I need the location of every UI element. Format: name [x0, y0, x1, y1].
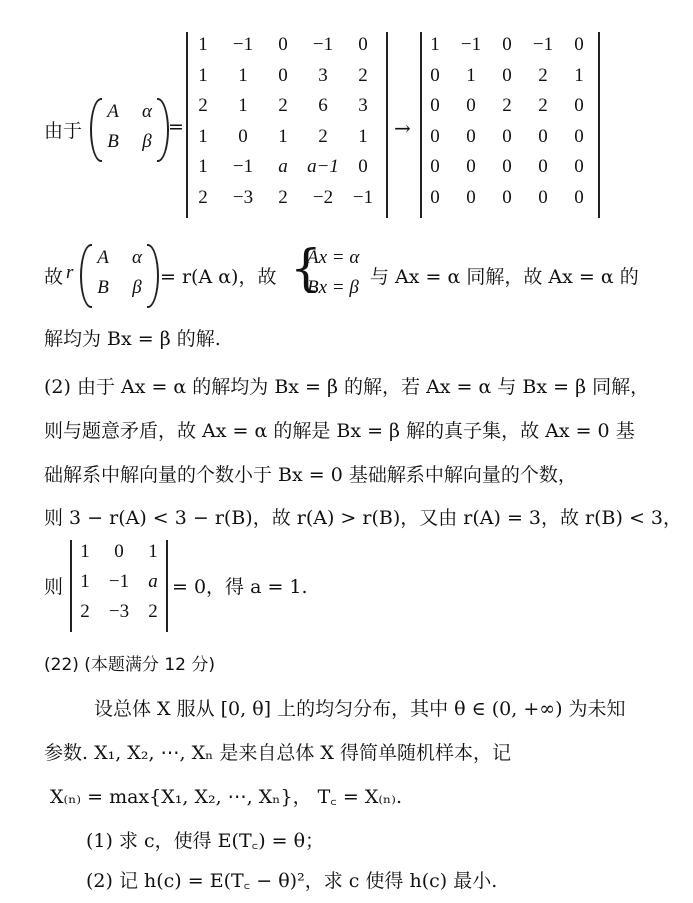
- mR-cell: 0: [502, 34, 512, 55]
- mR-cell: 0: [574, 34, 584, 55]
- line1-prefix: 由于: [44, 120, 83, 142]
- det-cell: 2: [80, 601, 90, 622]
- mR-cell: 0: [430, 156, 440, 177]
- q22-body-line: X₍ₙ₎ = max{X₁, X₂, ⋯, Xₙ}， T꜀ = X₍ₙ₎.: [50, 786, 402, 808]
- block-cell: A: [107, 101, 119, 122]
- mL-cell: a: [278, 156, 288, 177]
- mR-cell: 1: [574, 64, 584, 86]
- mL-cell: 2: [278, 186, 288, 208]
- mR-cell: 1: [430, 34, 440, 55]
- mL-cell: 2: [198, 95, 208, 116]
- system-eq2: Bx = β: [307, 277, 359, 298]
- q22-body-line: 参数. X₁, X₂, ⋯, Xₙ 是来自总体 X 得简单随机样本，记: [44, 742, 511, 764]
- line2-prefix: 故: [44, 266, 64, 288]
- mR-cell: −1: [460, 34, 482, 55]
- equals-sign: =: [168, 116, 184, 138]
- mL-cell: a−1: [307, 156, 339, 177]
- block2-paren-right: [147, 244, 159, 308]
- mL-cell: 1: [238, 95, 248, 116]
- mR-cell: 2: [538, 95, 548, 116]
- mR-cell: 0: [574, 186, 584, 208]
- block-cell: α: [142, 101, 152, 122]
- det-cell: 1: [148, 541, 158, 562]
- mL-cell: 3: [318, 64, 328, 86]
- det-cell: 1: [80, 541, 90, 562]
- det-cell: 1: [80, 571, 90, 592]
- det-cell: 2: [148, 601, 158, 622]
- det-cell: a: [148, 571, 158, 592]
- mR-cell: 0: [466, 156, 476, 177]
- mL-cell: 0: [238, 125, 248, 147]
- block-cell: B: [107, 131, 119, 152]
- part2-line: 则 3 − r(A) < 3 − r(B)，故 r(A) > r(B)，又由 r(A) = 3，故 r(B) < 3，: [44, 507, 683, 529]
- mR-cell: 0: [574, 156, 584, 177]
- mR-cell: 0: [574, 125, 584, 147]
- mL-cell: 1: [198, 34, 208, 55]
- matrix-left-bar-right: [386, 32, 388, 218]
- q22-header: (22) (本题满分 12 分): [44, 655, 216, 675]
- mL-cell: 1: [238, 64, 248, 86]
- system-eq1: Ax = α: [307, 247, 360, 268]
- mL-cell: 1: [278, 125, 288, 147]
- part2-line: (2) 由于 Ax = α 的解均为 Bx = β 的解，若 Ax = α 与 Bx = β 同解，: [44, 376, 650, 398]
- mL-cell: −1: [232, 156, 254, 177]
- det-cell: −1: [108, 571, 130, 592]
- mR-cell: 0: [502, 186, 512, 208]
- mR-cell: 0: [502, 64, 512, 86]
- mR-cell: 0: [430, 186, 440, 208]
- q22-body-line: 设总体 X 服从 [0, θ] 上的均匀分布，其中 θ ∈ (0, +∞) 为未知: [94, 698, 626, 720]
- mL-cell: 1: [358, 125, 368, 147]
- block2-cell: A: [97, 247, 109, 268]
- mL-cell: 3: [358, 95, 368, 116]
- mL-cell: 1: [198, 64, 208, 86]
- mR-cell: −1: [532, 34, 554, 55]
- mR-cell: 0: [502, 125, 512, 147]
- mR-cell: 0: [466, 125, 476, 147]
- mL-cell: −1: [232, 34, 254, 55]
- mL-cell: 2: [278, 95, 288, 116]
- block2-cell: α: [132, 247, 142, 268]
- mR-cell: 0: [538, 156, 548, 177]
- line2-cont: 解均为 Bx = β 的解.: [44, 328, 221, 350]
- line2-mid: = r(A α)，故: [160, 266, 277, 288]
- part2-line: 础解系中解向量的个数小于 Bx = 0 基础解系中解向量的个数，: [44, 464, 577, 486]
- det-cell: 0: [114, 541, 124, 562]
- mR-cell: 0: [574, 95, 584, 116]
- mL-cell: 2: [358, 64, 368, 86]
- mL-cell: 0: [358, 156, 368, 177]
- mL-cell: 2: [318, 125, 328, 147]
- mR-cell: 0: [430, 125, 440, 147]
- mL-cell: 0: [358, 34, 368, 55]
- block-cell: β: [142, 131, 152, 152]
- block2-cell: B: [97, 277, 109, 298]
- det-tail: = 0，得 a = 1.: [172, 576, 308, 598]
- mR-cell: 0: [538, 125, 548, 147]
- q22-sub2: (2) 记 h(c) = E(T꜀ − θ)²，求 c 使得 h(c) 最小.: [86, 870, 498, 892]
- mR-cell: 0: [466, 186, 476, 208]
- mL-cell: −3: [232, 186, 254, 208]
- mL-cell: −1: [312, 34, 334, 55]
- mL-cell: 1: [198, 156, 208, 177]
- mL-cell: 0: [278, 34, 288, 55]
- mR-cell: 0: [466, 95, 476, 116]
- mL-cell: 2: [198, 186, 208, 208]
- mL-cell: −1: [352, 186, 374, 208]
- mR-cell: 0: [430, 95, 440, 116]
- mR-cell: 0: [538, 186, 548, 208]
- det-cell: −3: [108, 601, 130, 622]
- mL-cell: −2: [312, 186, 334, 208]
- mR-cell: 2: [502, 95, 512, 116]
- part2-line: 则与题意矛盾，故 Ax = α 的解是 Bx = β 解的真子集，故 Ax = 0 基: [44, 420, 635, 442]
- matrix-right-bar-right: [598, 32, 600, 218]
- mL-cell: 1: [198, 125, 208, 147]
- mL-cell: 0: [278, 64, 288, 86]
- mR-cell: 2: [538, 64, 548, 86]
- q22-sub1: (1) 求 c，使得 E(T꜀) = θ；: [86, 830, 325, 852]
- mL-cell: 6: [318, 95, 328, 116]
- block2-cell: β: [132, 277, 142, 298]
- mR-cell: 1: [466, 64, 476, 86]
- mR-cell: 0: [430, 64, 440, 86]
- mR-cell: 0: [502, 156, 512, 177]
- line2-tail: 与 Ax = α 同解，故 Ax = α 的: [370, 266, 639, 288]
- rank-symbol: r: [66, 262, 74, 283]
- left-brace-icon: {: [290, 239, 322, 297]
- det-prefix: 则: [44, 576, 64, 598]
- arrow-icon: →: [394, 116, 411, 140]
